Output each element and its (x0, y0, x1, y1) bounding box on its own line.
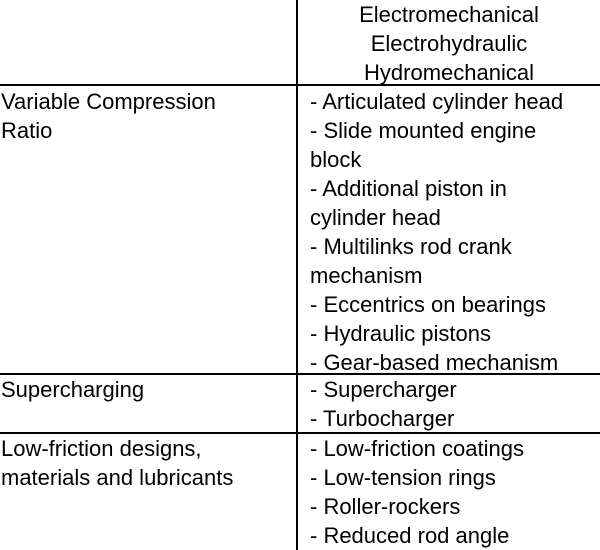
row-3-feature-cell (1, 434, 233, 492)
option-line: - Multilinks rod crank (310, 234, 512, 259)
row-2-options-cell (310, 375, 457, 433)
option-line: - Gear-based mechanism (310, 350, 559, 375)
row-0-options-cell (298, 0, 600, 87)
feature-line: materials and lubricants (1, 465, 234, 490)
option-line: mechanism (310, 263, 423, 288)
option-line: Hydromechanical (364, 60, 534, 85)
row-3-options-cell (310, 434, 524, 550)
option-line: - Articulated cylinder head (310, 89, 564, 114)
feature-line: Supercharging (1, 377, 145, 402)
row-1-options-cell (310, 87, 563, 377)
feature-line: Ratio (1, 118, 53, 143)
option-line: - Hydraulic pistons (310, 321, 491, 346)
option-line: - Low-tension rings (310, 465, 496, 490)
row-2-feature-cell (1, 375, 144, 404)
option-line: - Slide mounted engine (310, 118, 537, 143)
option-line: Electrohydraulic (370, 31, 528, 56)
option-line: - Low-friction coatings (310, 436, 524, 461)
option-line: - Roller-rockers (310, 494, 461, 519)
option-line: - Reduced rod angle (310, 523, 510, 548)
feature-line: Low-friction designs, (1, 436, 202, 461)
option-line: cylinder head (310, 205, 441, 230)
option-line: - Supercharger (310, 377, 457, 402)
option-line: block (310, 147, 362, 172)
row-1-feature-cell (1, 87, 216, 145)
option-line: - Eccentrics on bearings (310, 292, 546, 317)
option-line: - Turbocharger (310, 406, 455, 431)
option-line: Electromechanical (359, 2, 539, 27)
feature-line: Variable Compression (1, 89, 216, 114)
option-line: - Additional piston in (310, 176, 507, 201)
